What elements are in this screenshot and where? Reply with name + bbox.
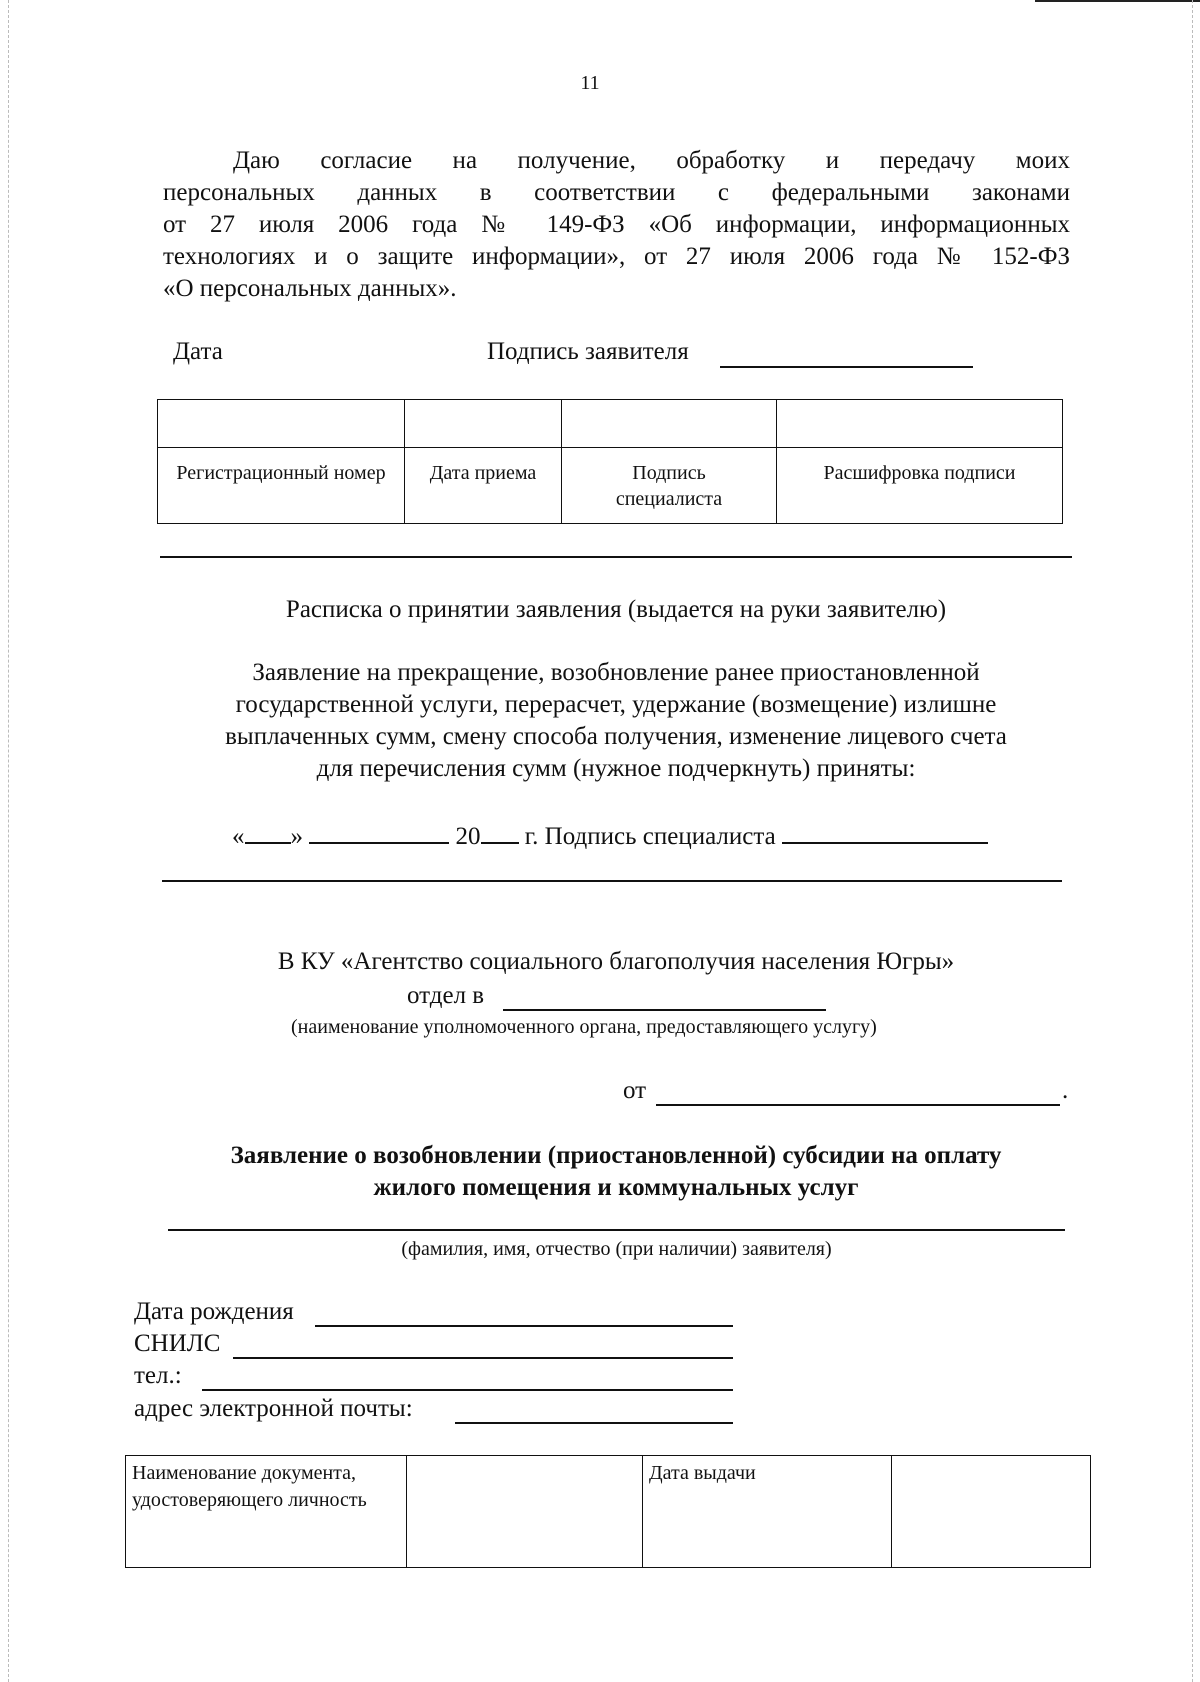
table-row bbox=[158, 400, 1063, 448]
table-header: Дата приема bbox=[405, 448, 562, 524]
snils-label: СНИЛС bbox=[134, 1330, 221, 1357]
department-field[interactable] bbox=[503, 1009, 826, 1011]
table-header: Регистрационный номер bbox=[158, 448, 405, 524]
scan-edge-right bbox=[1192, 0, 1193, 1682]
department-label: отдел в bbox=[407, 982, 485, 1009]
cut-line bbox=[162, 880, 1062, 882]
issue-date-value[interactable] bbox=[892, 1456, 1091, 1568]
snils-field[interactable] bbox=[233, 1357, 733, 1359]
from-label: от bbox=[623, 1077, 647, 1104]
consent-line: Даю согласие на получение, обработку и передачу моих bbox=[233, 147, 1070, 174]
specialist-signature-field[interactable] bbox=[782, 818, 988, 844]
from-field[interactable] bbox=[656, 1104, 1060, 1106]
department-hint: (наименование уполномоченного органа, предоставляющего услугу) bbox=[291, 1016, 877, 1038]
phone-field[interactable] bbox=[202, 1389, 733, 1391]
consent-paragraph bbox=[163, 145, 1070, 305]
receipt-body-line: выплаченных сумм, смену способа получения, изменение лицевого счета bbox=[225, 723, 1007, 750]
receipt-title: Расписка о принятии заявления (выдается на руки заявителю) bbox=[285, 596, 947, 623]
scan-edge-left bbox=[8, 0, 9, 1682]
applicant-name-hint: (фамилия, имя, отчество (при наличии) заявителя) bbox=[401, 1238, 832, 1260]
page-number: 11 bbox=[580, 72, 600, 94]
table-header: Подпись специалиста bbox=[562, 448, 777, 524]
consent-line: «О персональных данных». bbox=[163, 275, 457, 302]
signature-transcript-cell[interactable] bbox=[777, 400, 1063, 448]
year-prefix: 20 bbox=[455, 823, 481, 850]
from-period: . bbox=[1062, 1077, 1069, 1104]
close-quote: » bbox=[290, 823, 303, 850]
reg-number-cell[interactable] bbox=[158, 400, 405, 448]
identity-document-label: Наименование документа, удостоверяющего личность bbox=[126, 1456, 407, 1568]
day-field[interactable] bbox=[245, 818, 291, 844]
phone-label: тел.: bbox=[134, 1362, 182, 1389]
application-title bbox=[160, 1140, 1072, 1204]
identity-document-table bbox=[125, 1455, 1091, 1568]
email-label: адрес электронной почты: bbox=[134, 1395, 413, 1422]
applicant-signature-label: Подпись заявителя bbox=[487, 338, 689, 365]
registration-table bbox=[157, 399, 1063, 524]
table-row bbox=[158, 448, 1063, 524]
consent-line: персональных данных в соответствии с федеральными законами bbox=[163, 179, 1070, 206]
year-field[interactable] bbox=[481, 818, 519, 844]
organization-name: В КУ «Агентство социального благополучия населения Югры» bbox=[277, 948, 955, 975]
receipt-body-line: для перечисления сумм (нужное подчеркнуть) приняты: bbox=[316, 755, 916, 782]
issue-date-label: Дата выдачи bbox=[643, 1456, 892, 1568]
application-title-line: Заявление о возобновлении (приостановленной) субсидии на оплату bbox=[230, 1142, 1002, 1169]
specialist-signature-cell[interactable] bbox=[562, 400, 777, 448]
table-header: Расшифровка подписи bbox=[777, 448, 1063, 524]
receipt-body bbox=[160, 657, 1072, 785]
application-title-line: жилого помещения и коммунальных услуг bbox=[373, 1174, 859, 1201]
receipt-date-row bbox=[232, 818, 1092, 853]
applicant-name-field[interactable] bbox=[168, 1229, 1065, 1231]
receipt-body-line: государственной услуги, перерасчет, удержание (возмещение) излишне bbox=[235, 691, 997, 718]
date-label: Дата bbox=[173, 338, 223, 365]
birth-date-field[interactable] bbox=[315, 1325, 733, 1327]
cut-line bbox=[160, 556, 1072, 558]
email-field[interactable] bbox=[455, 1422, 733, 1424]
birth-date-label: Дата рождения bbox=[134, 1298, 294, 1325]
reception-date-cell[interactable] bbox=[405, 400, 562, 448]
identity-document-value[interactable] bbox=[407, 1456, 643, 1568]
receipt-body-line: Заявление на прекращение, возобновление ранее приостановленной bbox=[252, 659, 980, 686]
consent-line: технологиях и о защите информации», от 27 июля 2006 года № 152-ФЗ bbox=[163, 243, 1070, 270]
table-row bbox=[126, 1456, 1091, 1568]
applicant-signature-field[interactable] bbox=[720, 366, 973, 368]
consent-line: от 27 июля 2006 года № 149-ФЗ «Об информации, информационных bbox=[163, 211, 1070, 238]
specialist-signature-label: г. Подпись специалиста bbox=[524, 823, 776, 850]
month-field[interactable] bbox=[309, 818, 449, 844]
scan-edge-mark bbox=[1035, 0, 1200, 2]
open-quote: « bbox=[232, 823, 245, 850]
